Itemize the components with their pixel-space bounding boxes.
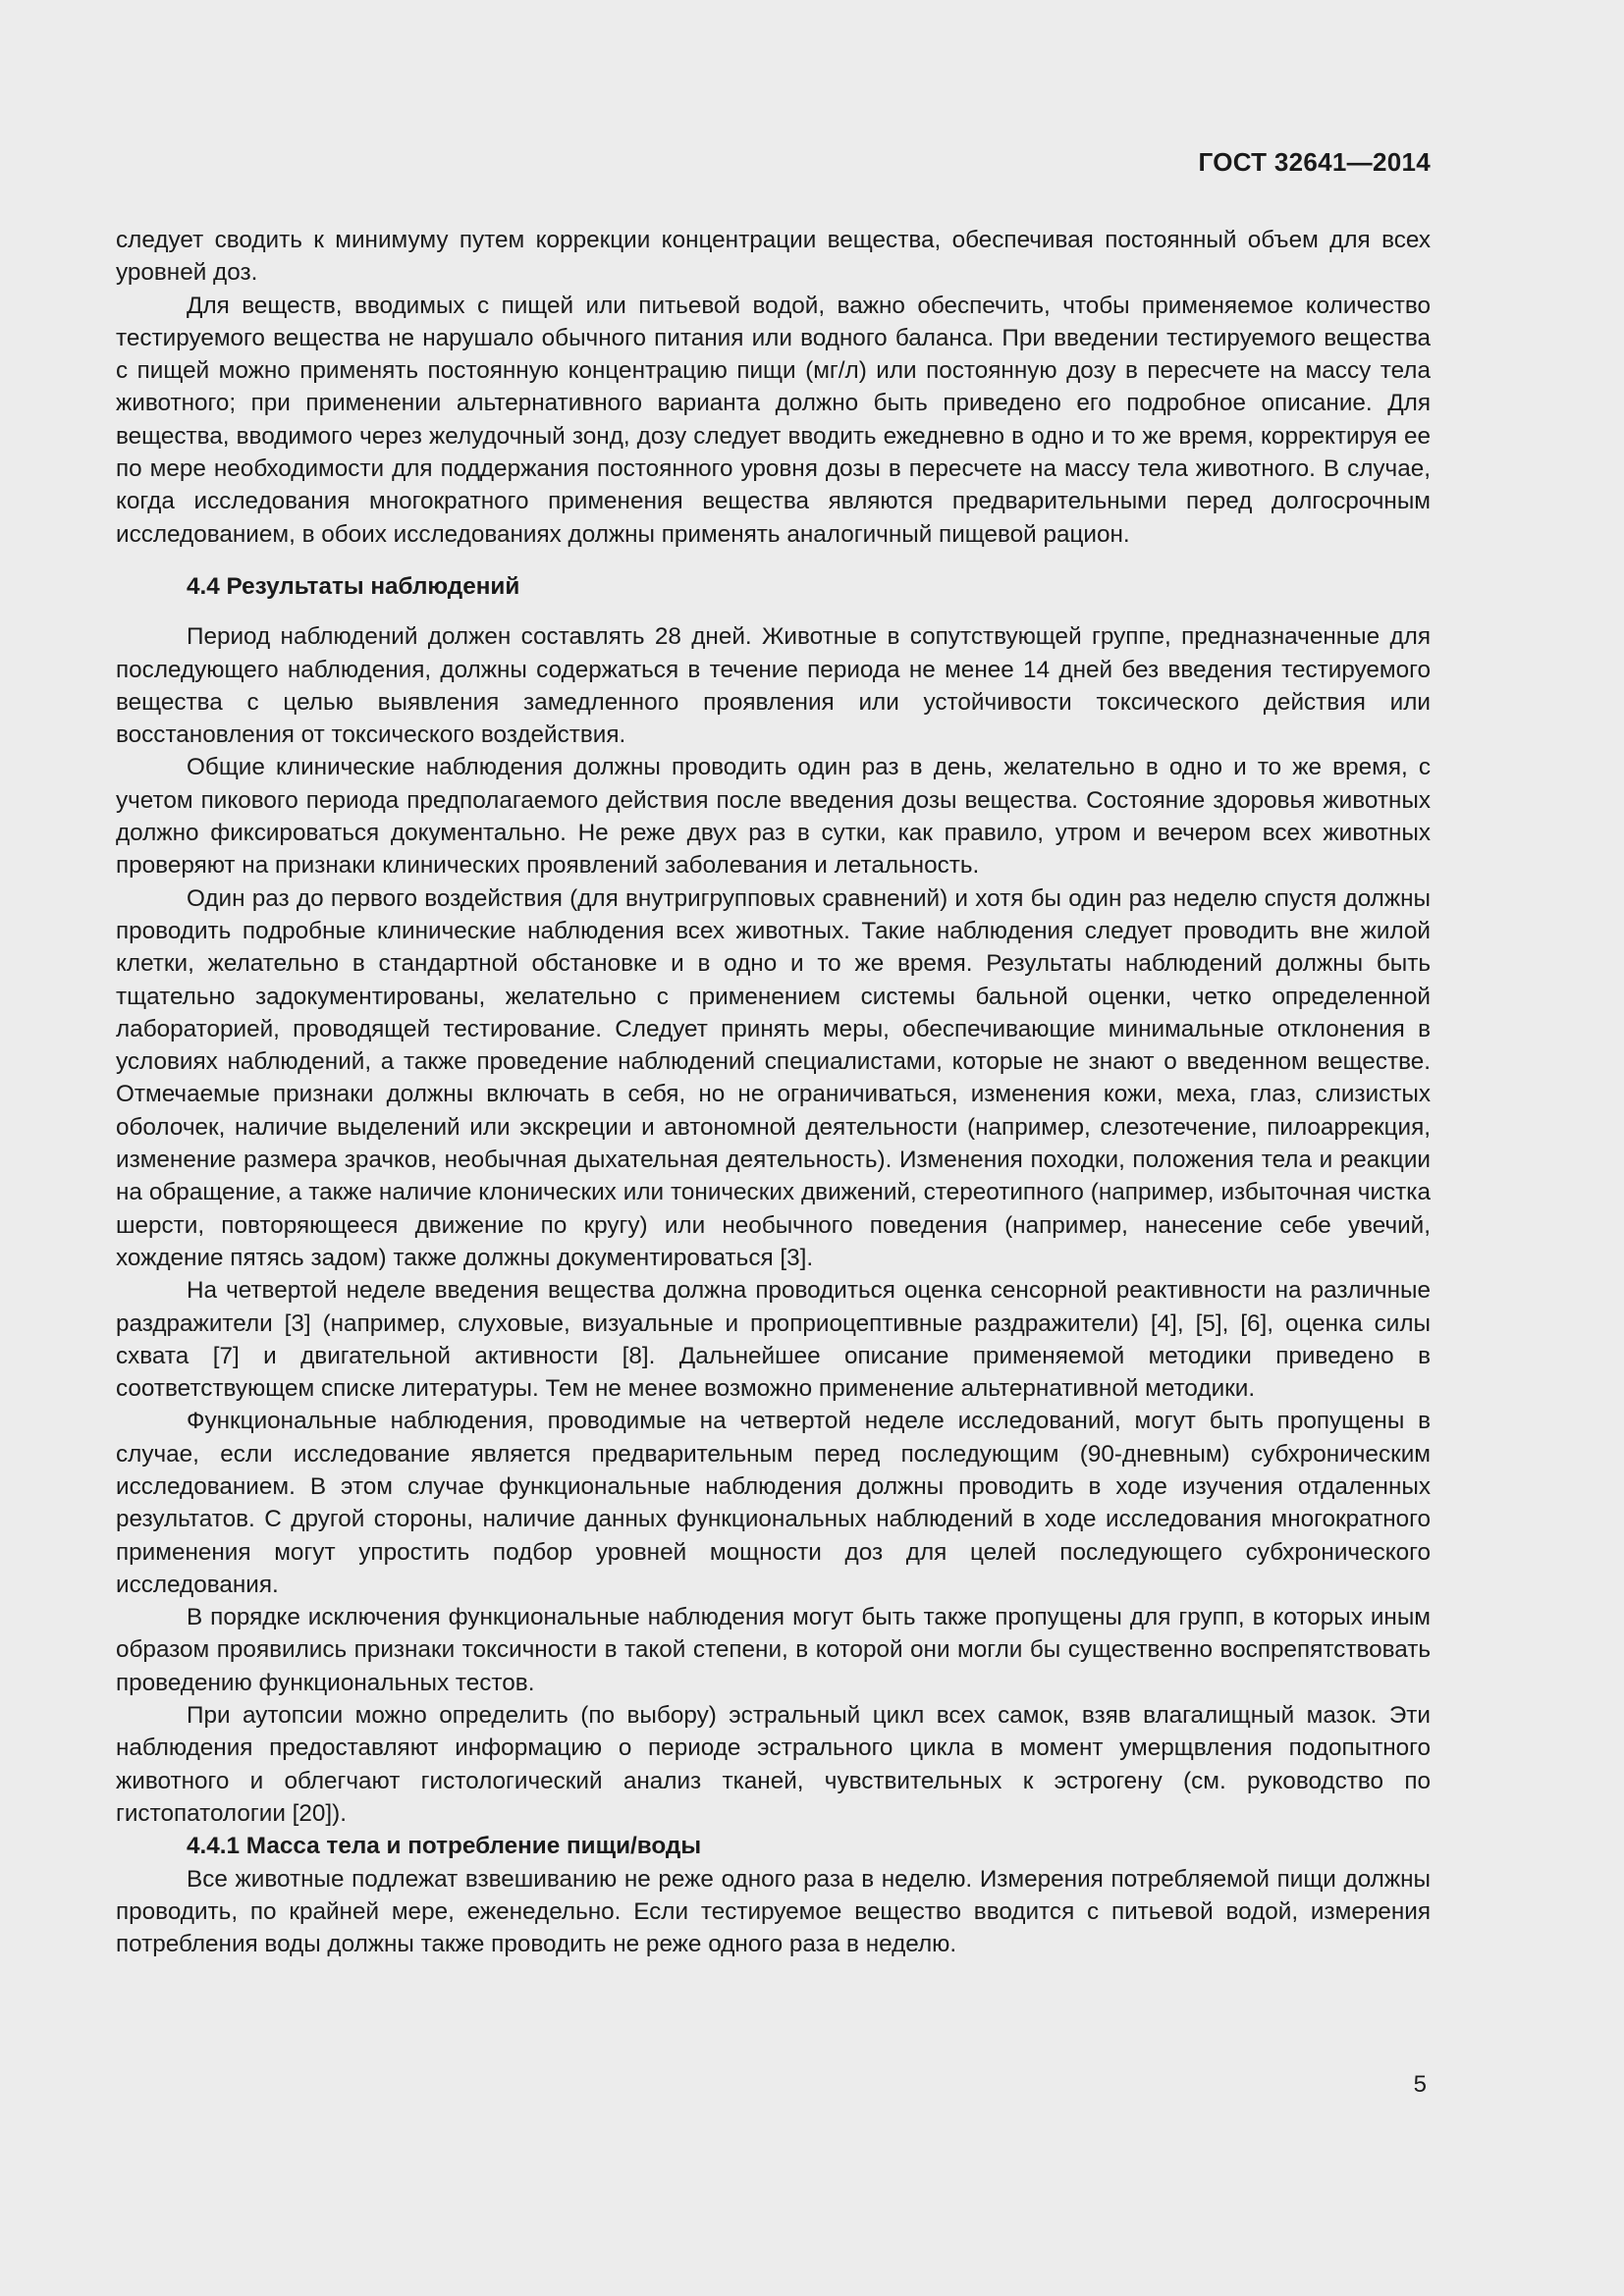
paragraph: Все животные подлежат взвешиванию не реже одного раза в неделю. Измерения потребляемой пищи должны проводить, по крайней мере, еженедельно. Если тестируемое вещество вводится с питьевой водой, измерения потребления воды должны также проводить не реже одного раза в неделю. (116, 1865, 1431, 1958)
paragraph-continuation: следует сводить к минимуму путем коррекции концентрации вещества, обеспечивая постоянный объем для всех уровней доз. (116, 227, 1431, 287)
paragraph: Один раз до первого воздействия (для внутригрупповых сравнений) и хотя бы один раз неделю спустя должны проводить подробные клинические наблюдения всех животных. Такие наблюдения следует проводить вне жилой клетки, желательно в стандартной обстановке и в одно и то же время. Результаты наблюдений должны быть тщательно задокументированы, желательно с применением системы бальной оценки, четко определенной лабораторией, проводящей тестирование. Следует принять меры, обеспечивающие минимальные отклонения в условиях наблюдений, а также проведение наблюдений специалистами, которые не знают о введенном веществе. Отмечаемые признаки должны включать в себя, но не ограничиваться, изменения кожи, меха, глаз, слизистых оболочек, наличие выделений или экскреции и автономной деятельности (например, слезотечение, пилоаррекция, изменение размера зрачков, необычная дыхательная деятельность). Изменения походки, положения тела и реакции на обращение, а также наличие клонических или тонических движений, стереотипного (например, избыточная чистка шерсти, повторяющееся движение по кругу) или необычного поведения (например, нанесение себе увечий, хождение пятясь задом) также должны документироваться [3]. (116, 884, 1431, 1271)
section-heading-4-4: 4.4 Результаты наблюдений (187, 572, 520, 600)
page-number: 5 (1413, 2071, 1427, 2098)
document-body (116, 224, 1431, 1960)
paragraph: На четвертой неделе введения вещества должна проводиться оценка сенсорной реактивности на различные раздражители [3] (например, слуховые, визуальные и проприоцептивные раздражители) [4], [5], [6], оценка силы схвата [7] и двигательной активности [8]. Дальнейшее описание применяемой методики приведено в соответствующем списке литературы. Тем не менее возможно применение альтернативной методики. (116, 1277, 1431, 1403)
paragraph: Общие клинические наблюдения должны проводить один раз в день, желательно в одно и то же время, с учетом пикового периода предполагаемого действия после введения дозы вещества. Состояние здоровья животных должно фиксироваться документально. Не реже двух раз в сутки, как правило, утром и вечером всех животных проверяют на признаки клинических проявлений заболевания и летальность. (116, 754, 1431, 880)
paragraph: При аутопсии можно определить (по выбору) эстральный цикл всех самок, взяв влагалищный мазок. Эти наблюдения предоставляют информацию о периоде эстрального цикла в момент умерщвления подопытного животного и облегчают гистологический анализ тканей, чувствительных к эстрогену (см. руководство по гистопатологии [20]). (116, 1702, 1431, 1827)
paragraph: В порядке исключения функциональные наблюдения могут быть также пропущены для групп, в которых иным образом проявились признаки токсичности в такой степени, в которой они могли бы существенно воспрепятствовать проведению функциональных тестов. (116, 1604, 1431, 1696)
paragraph: Период наблюдений должен составлять 28 дней. Животные в сопутствующей группе, предназначенные для последующего наблюдения, должны содержаться в течение периода не менее 14 дней без введения тестируемого вещества с целью выявления замедленного проявления или устойчивости токсического действия или восстановления от токсического воздействия. (116, 623, 1431, 749)
section-heading-4-4-1: 4.4.1 Масса тела и потребление пищи/воды (187, 1833, 702, 1860)
document-code-header: ГОСТ 32641—2014 (1198, 147, 1431, 177)
paragraph: Функциональные наблюдения, проводимые на четвертой неделе исследований, могут быть пропущены в случае, если исследование является предварительным перед последующим (90-дневным) субхроническим исследованием. В этом случае функциональные наблюдения должны проводить в ходе изучения отдаленных результатов. С другой стороны, наличие данных функциональных наблюдений в ходе исследования многократного применения могут упростить подбор уровней мощности доз для целей последующего субхронического исследования. (116, 1408, 1431, 1598)
paragraph: Для веществ, вводимых с пищей или питьевой водой, важно обеспечить, чтобы применяемое количество тестируемого вещества не нарушало обычного питания или водного баланса. При введении тестируемого вещества с пищей можно применять постоянную концентрацию пищи (мг/л) или постоянную дозу в пересчете на массу тела животного; при применении альтернативного варианта должно быть приведено его подробное описание. Для вещества, вводимого через желудочный зонд, дозу следует вводить ежедневно в одно и то же время, корректируя ее по мере необходимости для поддержания постоянного уровня дозы в пересчете на массу тела животного. В случае, когда исследования многократного применения вещества являются предварительными перед долгосрочным исследованием, в обоих исследованиях должны применять аналогичный пищевой рацион. (116, 292, 1431, 548)
